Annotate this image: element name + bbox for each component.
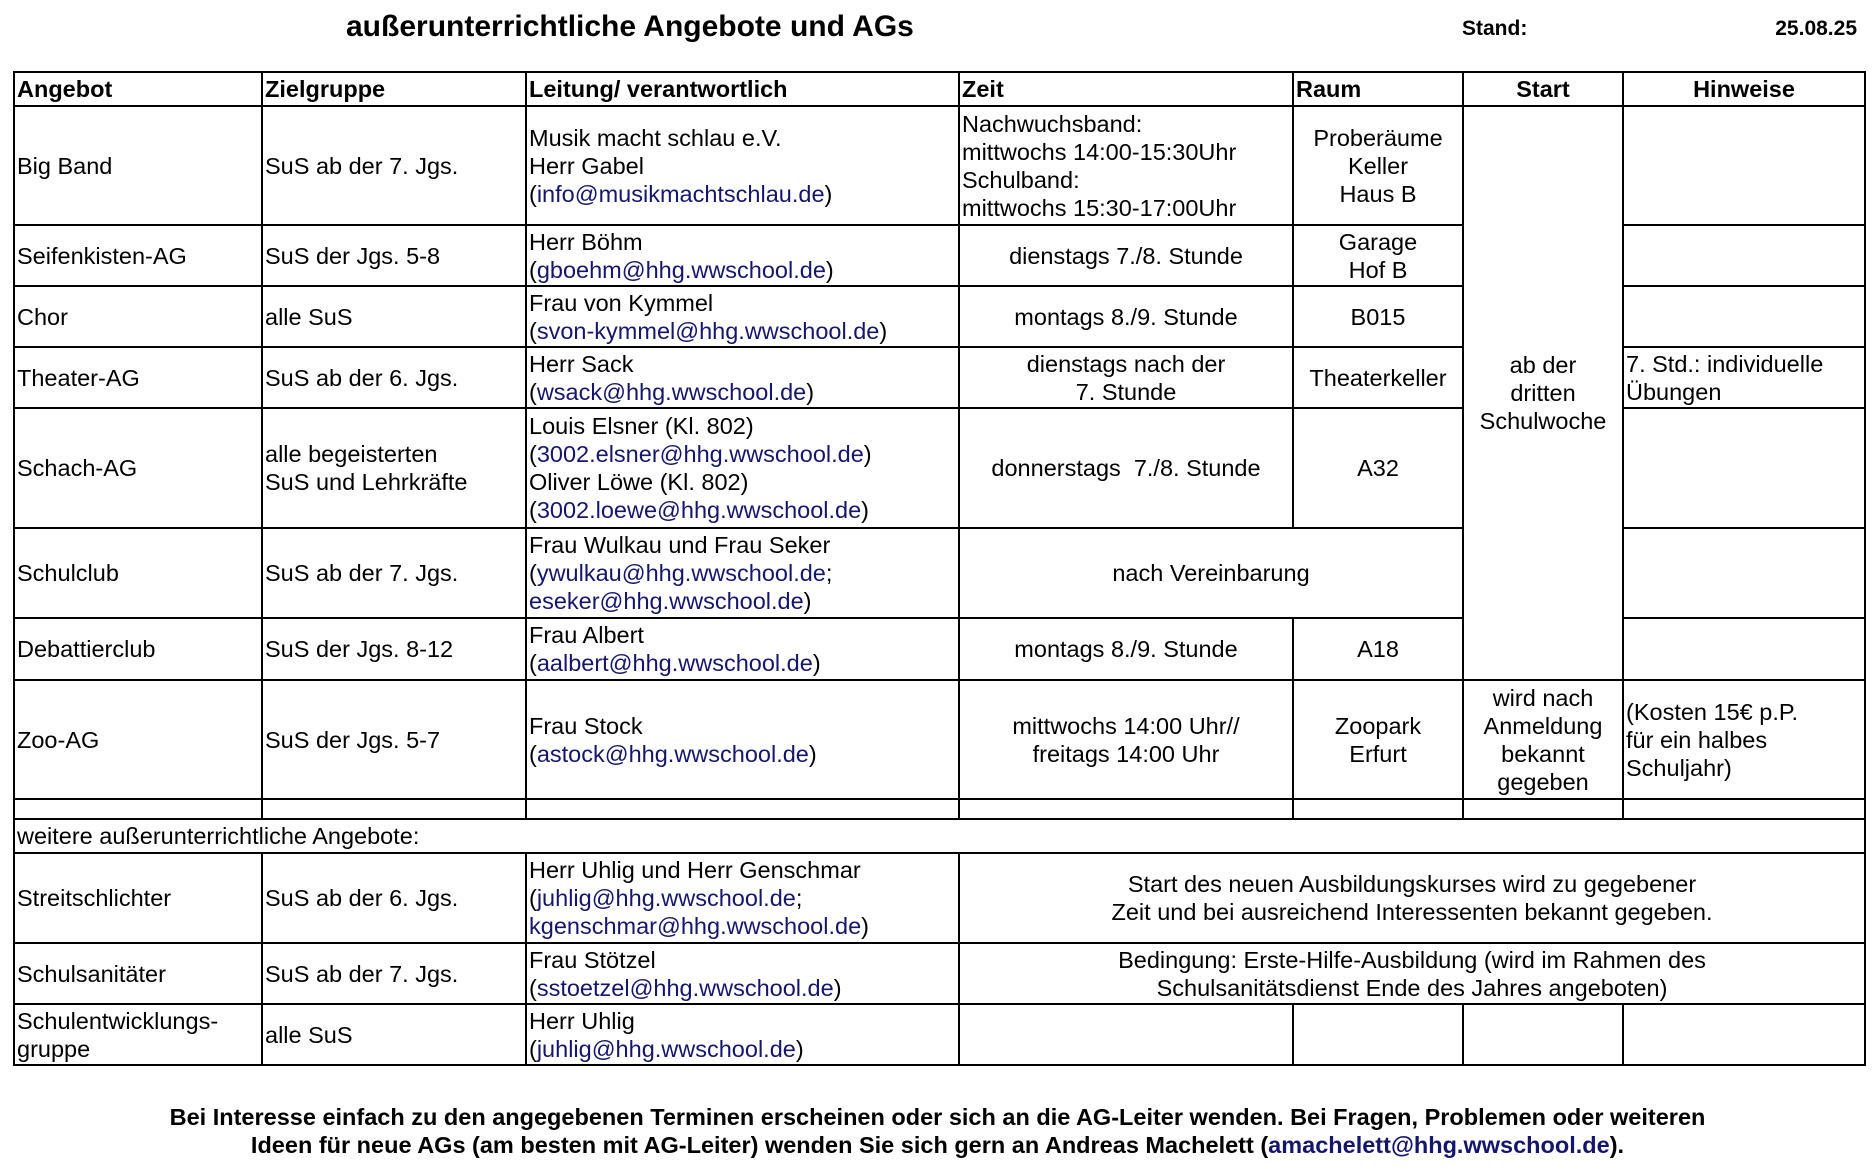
note-line: Zeit und bei ausreichend Interessenten bekannt gegeben. (1111, 899, 1713, 925)
empty-cell (1293, 799, 1463, 819)
cell-raum (1293, 106, 1463, 225)
paren: ) (806, 378, 815, 405)
footer-text: ). (1609, 1132, 1625, 1158)
cell-leitung (526, 528, 959, 618)
cell-hinweise (1623, 680, 1865, 799)
cell-note (959, 943, 1865, 1004)
email-link[interactable]: wsack@hhg.wwschool.de (536, 378, 807, 405)
cell-zielgruppe: SuS der Jgs. 8-12 (262, 618, 526, 680)
col-header-hinweise: Hinweise (1623, 72, 1865, 106)
cell-raum: A18 (1293, 618, 1463, 680)
table-header-row (14, 72, 1865, 106)
paren: ) (863, 441, 872, 467)
cell-zielgruppe: alle SuS (262, 1004, 526, 1065)
empty-cell (14, 799, 262, 819)
email-link[interactable]: eseker@hhg.wwschool.de (529, 588, 804, 614)
empty-cell (1623, 799, 1865, 819)
cell-leitung (526, 347, 959, 408)
cell-zielgruppe: SuS ab der 6. Jgs. (262, 853, 526, 943)
cell-note (959, 853, 1865, 943)
cell-angebot: Schach-AG (14, 408, 262, 528)
cell-hinweise (1623, 106, 1865, 225)
hinweis-line: für ein halbes (1626, 726, 1768, 753)
email-link[interactable]: 3002.loewe@hhg.wwschool.de (536, 497, 862, 523)
col-header-angebot: Angebot (14, 72, 262, 106)
empty-cell (1623, 1004, 1865, 1065)
leitung-line: Oliver Löwe (Kl. 802) (529, 469, 749, 495)
paren: ) (795, 1035, 804, 1062)
empty-cell (262, 799, 526, 819)
cell-hinweise (1623, 408, 1865, 528)
email-link[interactable]: info@musikmachtschlau.de (536, 180, 825, 207)
paren: ) (879, 317, 888, 344)
email-link[interactable]: 3002.elsner@hhg.wwschool.de (536, 441, 864, 467)
cell-zielgruppe: SuS ab der 7. Jgs. (262, 106, 526, 225)
cell-raum: A32 (1293, 408, 1463, 528)
cell-start-merged (1463, 106, 1623, 680)
paren: ( (529, 317, 537, 344)
email-link[interactable]: astock@hhg.wwschool.de (536, 740, 809, 767)
cell-leitung (526, 943, 959, 1004)
col-header-raum: Raum (1293, 72, 1463, 106)
cell-zielgruppe: SuS der Jgs. 5-8 (262, 225, 526, 286)
cell-raum (1293, 680, 1463, 799)
email-link[interactable]: kgenschmar@hhg.wwschool.de (529, 913, 862, 939)
empty-cell (959, 1004, 1293, 1065)
cell-zeit (959, 106, 1293, 225)
zeit-line: mittwochs 14:00-15:30Uhr (962, 138, 1237, 165)
raum-line: Erfurt (1349, 740, 1407, 767)
empty-row (14, 799, 1865, 819)
paren: ( (529, 441, 537, 467)
cell-hinweise (1623, 528, 1865, 618)
note-line: Start des neuen Ausbildungskurses wird zu gegebener (1127, 871, 1697, 897)
zeit-line: mittwochs 14:00 Uhr// (1012, 712, 1240, 739)
cell-zeit (959, 680, 1293, 799)
cell-zeit-raum: nach Vereinbarung (959, 528, 1463, 618)
paren: ) (812, 650, 821, 676)
paren: ( (529, 885, 537, 911)
cell-angebot: Theater-AG (14, 347, 262, 408)
paren: ( (529, 497, 537, 523)
table-row (14, 853, 1865, 943)
leitung-line: Musik macht schlau e.V. (529, 124, 782, 151)
semicolon: ; (825, 560, 833, 586)
cell-start (1463, 680, 1623, 799)
paren: ) (803, 588, 812, 614)
cell-raum (1293, 225, 1463, 286)
raum-line: Garage (1338, 228, 1418, 255)
cell-zeit: montags 8./9. Stunde (959, 286, 1293, 347)
empty-cell (1293, 1004, 1463, 1065)
zeit-line: dienstags nach der (1026, 350, 1226, 377)
email-link[interactable]: aalbert@hhg.wwschool.de (536, 650, 813, 676)
offers-table (13, 71, 1866, 1066)
col-header-leitung: Leitung/ verantwortlich (526, 72, 959, 106)
start-line: gegeben (1497, 768, 1589, 795)
cell-leitung (526, 618, 959, 680)
table-row (14, 106, 1865, 225)
raum-line: Zoopark (1334, 712, 1422, 739)
paren: ( (529, 256, 537, 283)
leitung-line: Herr Uhlig (529, 1007, 635, 1034)
leitung-line: Frau Stock (529, 712, 643, 739)
footer-line-1: Bei Interesse einfach zu den angegebenen Terminen erscheinen oder sich an die AG-Leiter wenden. Bei Fragen, Problemen oder weiteren (169, 1104, 1706, 1130)
cell-leitung (526, 408, 959, 528)
paren: ) (861, 497, 869, 523)
leitung-line: Herr Böhm (529, 228, 643, 255)
cell-leitung (526, 1004, 959, 1065)
start-line: wird nach (1492, 684, 1594, 711)
raum-line: Proberäume (1313, 124, 1443, 151)
stand-date: 25.08.25 (1775, 17, 1857, 40)
col-header-zielgruppe: Zielgruppe (262, 72, 526, 106)
paren: ) (825, 256, 834, 283)
email-link[interactable]: svon-kymmel@hhg.wwschool.de (536, 317, 880, 344)
page-title: außerunterrichtliche Angebote und AGs (346, 10, 914, 43)
email-link[interactable]: gboehm@hhg.wwschool.de (536, 256, 826, 283)
cell-zeit: donnerstags 7./8. Stunde (959, 408, 1293, 528)
paren: ) (808, 740, 817, 767)
paren: ) (833, 974, 842, 1001)
paren: ( (529, 560, 537, 586)
raum-line: Keller (1347, 152, 1409, 179)
cell-leitung (526, 225, 959, 286)
table-row (14, 680, 1865, 799)
leitung-line: Frau von Kymmel (529, 289, 714, 316)
zeit-line: freitags 14:00 Uhr (1032, 740, 1220, 767)
cell-leitung (526, 680, 959, 799)
cell-zielgruppe: SuS ab der 7. Jgs. (262, 528, 526, 618)
cell-zeit: montags 8./9. Stunde (959, 618, 1293, 680)
footer-text: Ideen für neue AGs (am besten mit AG-Leiter) wenden Sie sich gern an Andreas Machelett ( (250, 1132, 1269, 1158)
cell-raum: B015 (1293, 286, 1463, 347)
cell-zeit (959, 347, 1293, 408)
paren: ( (529, 740, 537, 767)
email-link[interactable]: ywulkau@hhg.wwschool.de (536, 560, 826, 586)
paren: ( (529, 974, 537, 1001)
hinweis-line: (Kosten 15€ p.P. (1626, 698, 1799, 725)
empty-cell (1463, 1004, 1623, 1065)
zeit-line: mittwochs 15:30-17:00Uhr (962, 194, 1237, 221)
zielgruppe-line: alle begeisterten (265, 441, 438, 467)
cell-angebot: Zoo-AG (14, 680, 262, 799)
semicolon: ; (795, 885, 803, 911)
cell-angebot: Schulclub (14, 528, 262, 618)
cell-hinweise (1623, 225, 1865, 286)
cell-hinweise (1623, 286, 1865, 347)
leitung-line: Herr Uhlig und Herr Genschmar (529, 857, 861, 883)
start-line: bekannt (1501, 740, 1585, 767)
start-line: dritten (1510, 380, 1576, 406)
footer-line-2 (0, 1131, 1875, 1159)
hinweis-line: Schuljahr) (1626, 754, 1732, 781)
cell-zielgruppe: alle SuS (262, 286, 526, 347)
cell-angebot (14, 1004, 262, 1065)
note-line: Bedingung: Erste-Hilfe-Ausbildung (wird im Rahmen des (1118, 946, 1706, 973)
cell-zielgruppe: SuS ab der 6. Jgs. (262, 347, 526, 408)
note-line: Schulsanitätsdienst Ende des Jahres angeboten) (1156, 974, 1668, 1001)
cell-zielgruppe: SuS ab der 7. Jgs. (262, 943, 526, 1004)
leitung-line: Louis Elsner (Kl. 802) (529, 413, 754, 439)
cell-angebot: Schulsanitäter (14, 943, 262, 1004)
email-link[interactable]: juhlig@hhg.wwschool.de (536, 885, 796, 911)
angebot-line: Schulentwicklungs- (17, 1007, 219, 1034)
leitung-line: Frau Albert (529, 622, 644, 648)
raum-line: Hof B (1348, 256, 1408, 283)
cell-hinweise: 7. Std.: individuelle Übungen (1623, 347, 1865, 408)
raum-line: Haus B (1339, 180, 1417, 207)
leitung-line: Herr Gabel (529, 152, 644, 179)
paren: ( (529, 1035, 537, 1062)
cell-hinweise (1623, 618, 1865, 680)
cell-raum: Theaterkeller (1293, 347, 1463, 408)
footer-note (0, 1103, 1875, 1159)
zeit-line: Nachwuchsband: (962, 110, 1143, 137)
empty-cell (526, 799, 959, 819)
angebot-line: gruppe (17, 1035, 91, 1062)
zeit-line: Schulband: (962, 166, 1080, 193)
leitung-line: Frau Wulkau und Frau Seker (529, 532, 831, 558)
paren: ) (861, 913, 869, 939)
stand-label: Stand: (1462, 17, 1528, 40)
leitung-line: Frau Stötzel (529, 946, 656, 973)
section-title: weitere außerunterrichtliche Angebote: (14, 819, 1865, 853)
email-link[interactable]: sstoetzel@hhg.wwschool.de (536, 974, 834, 1001)
cell-leitung (526, 853, 959, 943)
section-header-row (14, 819, 1865, 853)
cell-angebot: Seifenkisten-AG (14, 225, 262, 286)
cell-angebot: Debattierclub (14, 618, 262, 680)
cell-angebot: Big Band (14, 106, 262, 225)
cell-zielgruppe (262, 408, 526, 528)
table-row (14, 1004, 1865, 1065)
table-row (14, 943, 1865, 1004)
col-header-zeit: Zeit (959, 72, 1293, 106)
paren: ( (529, 650, 537, 676)
leitung-line: Herr Sack (529, 350, 634, 377)
zielgruppe-line: SuS und Lehrkräfte (265, 469, 468, 495)
cell-leitung (526, 286, 959, 347)
empty-cell (1463, 799, 1623, 819)
cell-angebot: Streitschlichter (14, 853, 262, 943)
contact-email-link[interactable]: amachelett@hhg.wwschool.de (1268, 1132, 1610, 1158)
col-header-start: Start (1463, 72, 1623, 106)
cell-leitung (526, 106, 959, 225)
paren: ( (529, 180, 537, 207)
cell-zielgruppe: SuS der Jgs. 5-7 (262, 680, 526, 799)
cell-angebot: Chor (14, 286, 262, 347)
zeit-line: 7. Stunde (1075, 378, 1177, 405)
start-line: Anmeldung (1483, 712, 1603, 739)
cell-zeit: dienstags 7./8. Stunde (959, 225, 1293, 286)
paren: ) (824, 180, 833, 207)
start-line: ab der (1509, 352, 1577, 378)
start-line: Schulwoche (1479, 408, 1607, 434)
paren: ( (529, 378, 537, 405)
empty-cell (959, 799, 1293, 819)
email-link[interactable]: juhlig@hhg.wwschool.de (536, 1035, 796, 1062)
